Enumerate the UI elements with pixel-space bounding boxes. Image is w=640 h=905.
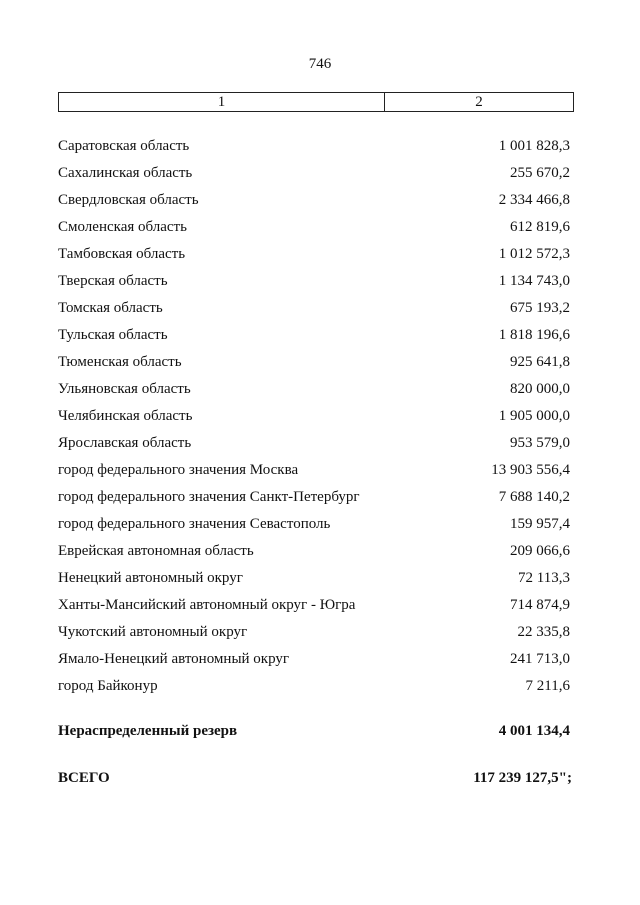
table-row	[58, 163, 570, 190]
table-row	[58, 379, 570, 406]
region-value: 22 335,8	[517, 624, 570, 640]
table-row	[58, 298, 570, 325]
total-label: ВСЕГО	[58, 770, 110, 786]
table-row	[58, 406, 570, 433]
table-row	[58, 541, 570, 568]
table-row	[58, 487, 570, 514]
region-value: 675 193,2	[510, 300, 570, 316]
region-name: город федерального значения Севастополь	[58, 516, 331, 532]
table-row	[58, 433, 570, 460]
region-value: 241 713,0	[510, 651, 570, 667]
region-name: Челябинская область	[58, 408, 193, 424]
table-row	[58, 460, 570, 487]
column-header-table	[58, 92, 574, 112]
table-row	[58, 676, 570, 703]
region-value: 1 012 572,3	[498, 246, 570, 262]
region-value: 820 000,0	[510, 381, 570, 397]
reserve-value: 4 001 134,4	[498, 723, 570, 739]
column-header-2: 2	[475, 94, 483, 110]
region-value: 1 818 196,6	[498, 327, 570, 343]
table-row	[58, 190, 570, 217]
region-value: 2 334 466,8	[498, 192, 570, 208]
region-name: Саратовская область	[58, 138, 190, 154]
table-row	[58, 568, 570, 595]
region-name: Чукотский автономный округ	[58, 624, 248, 640]
total-value: 117 239 127,5";	[473, 770, 572, 786]
region-name: Ямало-Ненецкий автономный округ	[58, 651, 290, 667]
table-row	[58, 352, 570, 379]
region-value: 209 066,6	[510, 543, 570, 559]
region-value: 953 579,0	[510, 435, 570, 451]
table-row	[58, 244, 570, 271]
region-list	[58, 136, 570, 703]
region-name: город федерального значения Санкт-Петербург	[58, 489, 360, 505]
table-row	[58, 217, 570, 244]
region-name: Еврейская автономная область	[58, 543, 254, 559]
unallocated-reserve-row	[58, 723, 570, 740]
region-name: Свердловская область	[58, 192, 199, 208]
reserve-label: Нераспределенный резерв	[58, 723, 238, 739]
region-name: Томская область	[58, 300, 163, 316]
table-row	[58, 649, 570, 676]
region-name: Ярославская область	[58, 435, 192, 451]
page-number: 746	[308, 56, 332, 72]
region-value: 72 113,3	[518, 570, 570, 586]
region-name: Тульская область	[58, 327, 168, 343]
region-value: 13 903 556,4	[491, 462, 570, 478]
region-value: 612 819,6	[510, 219, 570, 235]
region-value: 1 905 000,0	[498, 408, 570, 424]
region-value: 7 211,6	[525, 678, 570, 694]
region-value: 1 134 743,0	[498, 273, 570, 289]
table-row	[58, 325, 570, 352]
column-header-1: 1	[59, 93, 385, 111]
region-value: 714 874,9	[510, 597, 570, 613]
table-row	[58, 514, 570, 541]
region-name: Тверская область	[58, 273, 168, 289]
table-row	[58, 595, 570, 622]
table-row	[58, 271, 570, 298]
region-name: Тамбовская область	[58, 246, 186, 262]
region-value: 255 670,2	[510, 165, 570, 181]
region-name: Ханты-Мансийский автономный округ - Югра	[58, 597, 356, 613]
region-name: Смоленская область	[58, 219, 187, 235]
region-name: город Байконур	[58, 678, 158, 694]
region-value: 1 001 828,3	[498, 138, 570, 154]
region-name: Тюменская область	[58, 354, 182, 370]
region-name: город федерального значения Москва	[58, 462, 299, 478]
region-value: 925 641,8	[510, 354, 570, 370]
region-value: 159 957,4	[510, 516, 570, 532]
table-row	[58, 136, 570, 163]
region-value: 7 688 140,2	[498, 489, 570, 505]
region-name: Сахалинская область	[58, 165, 193, 181]
region-name: Ульяновская область	[58, 381, 191, 397]
total-row	[58, 770, 572, 787]
table-row	[58, 622, 570, 649]
region-name: Ненецкий автономный округ	[58, 570, 243, 586]
